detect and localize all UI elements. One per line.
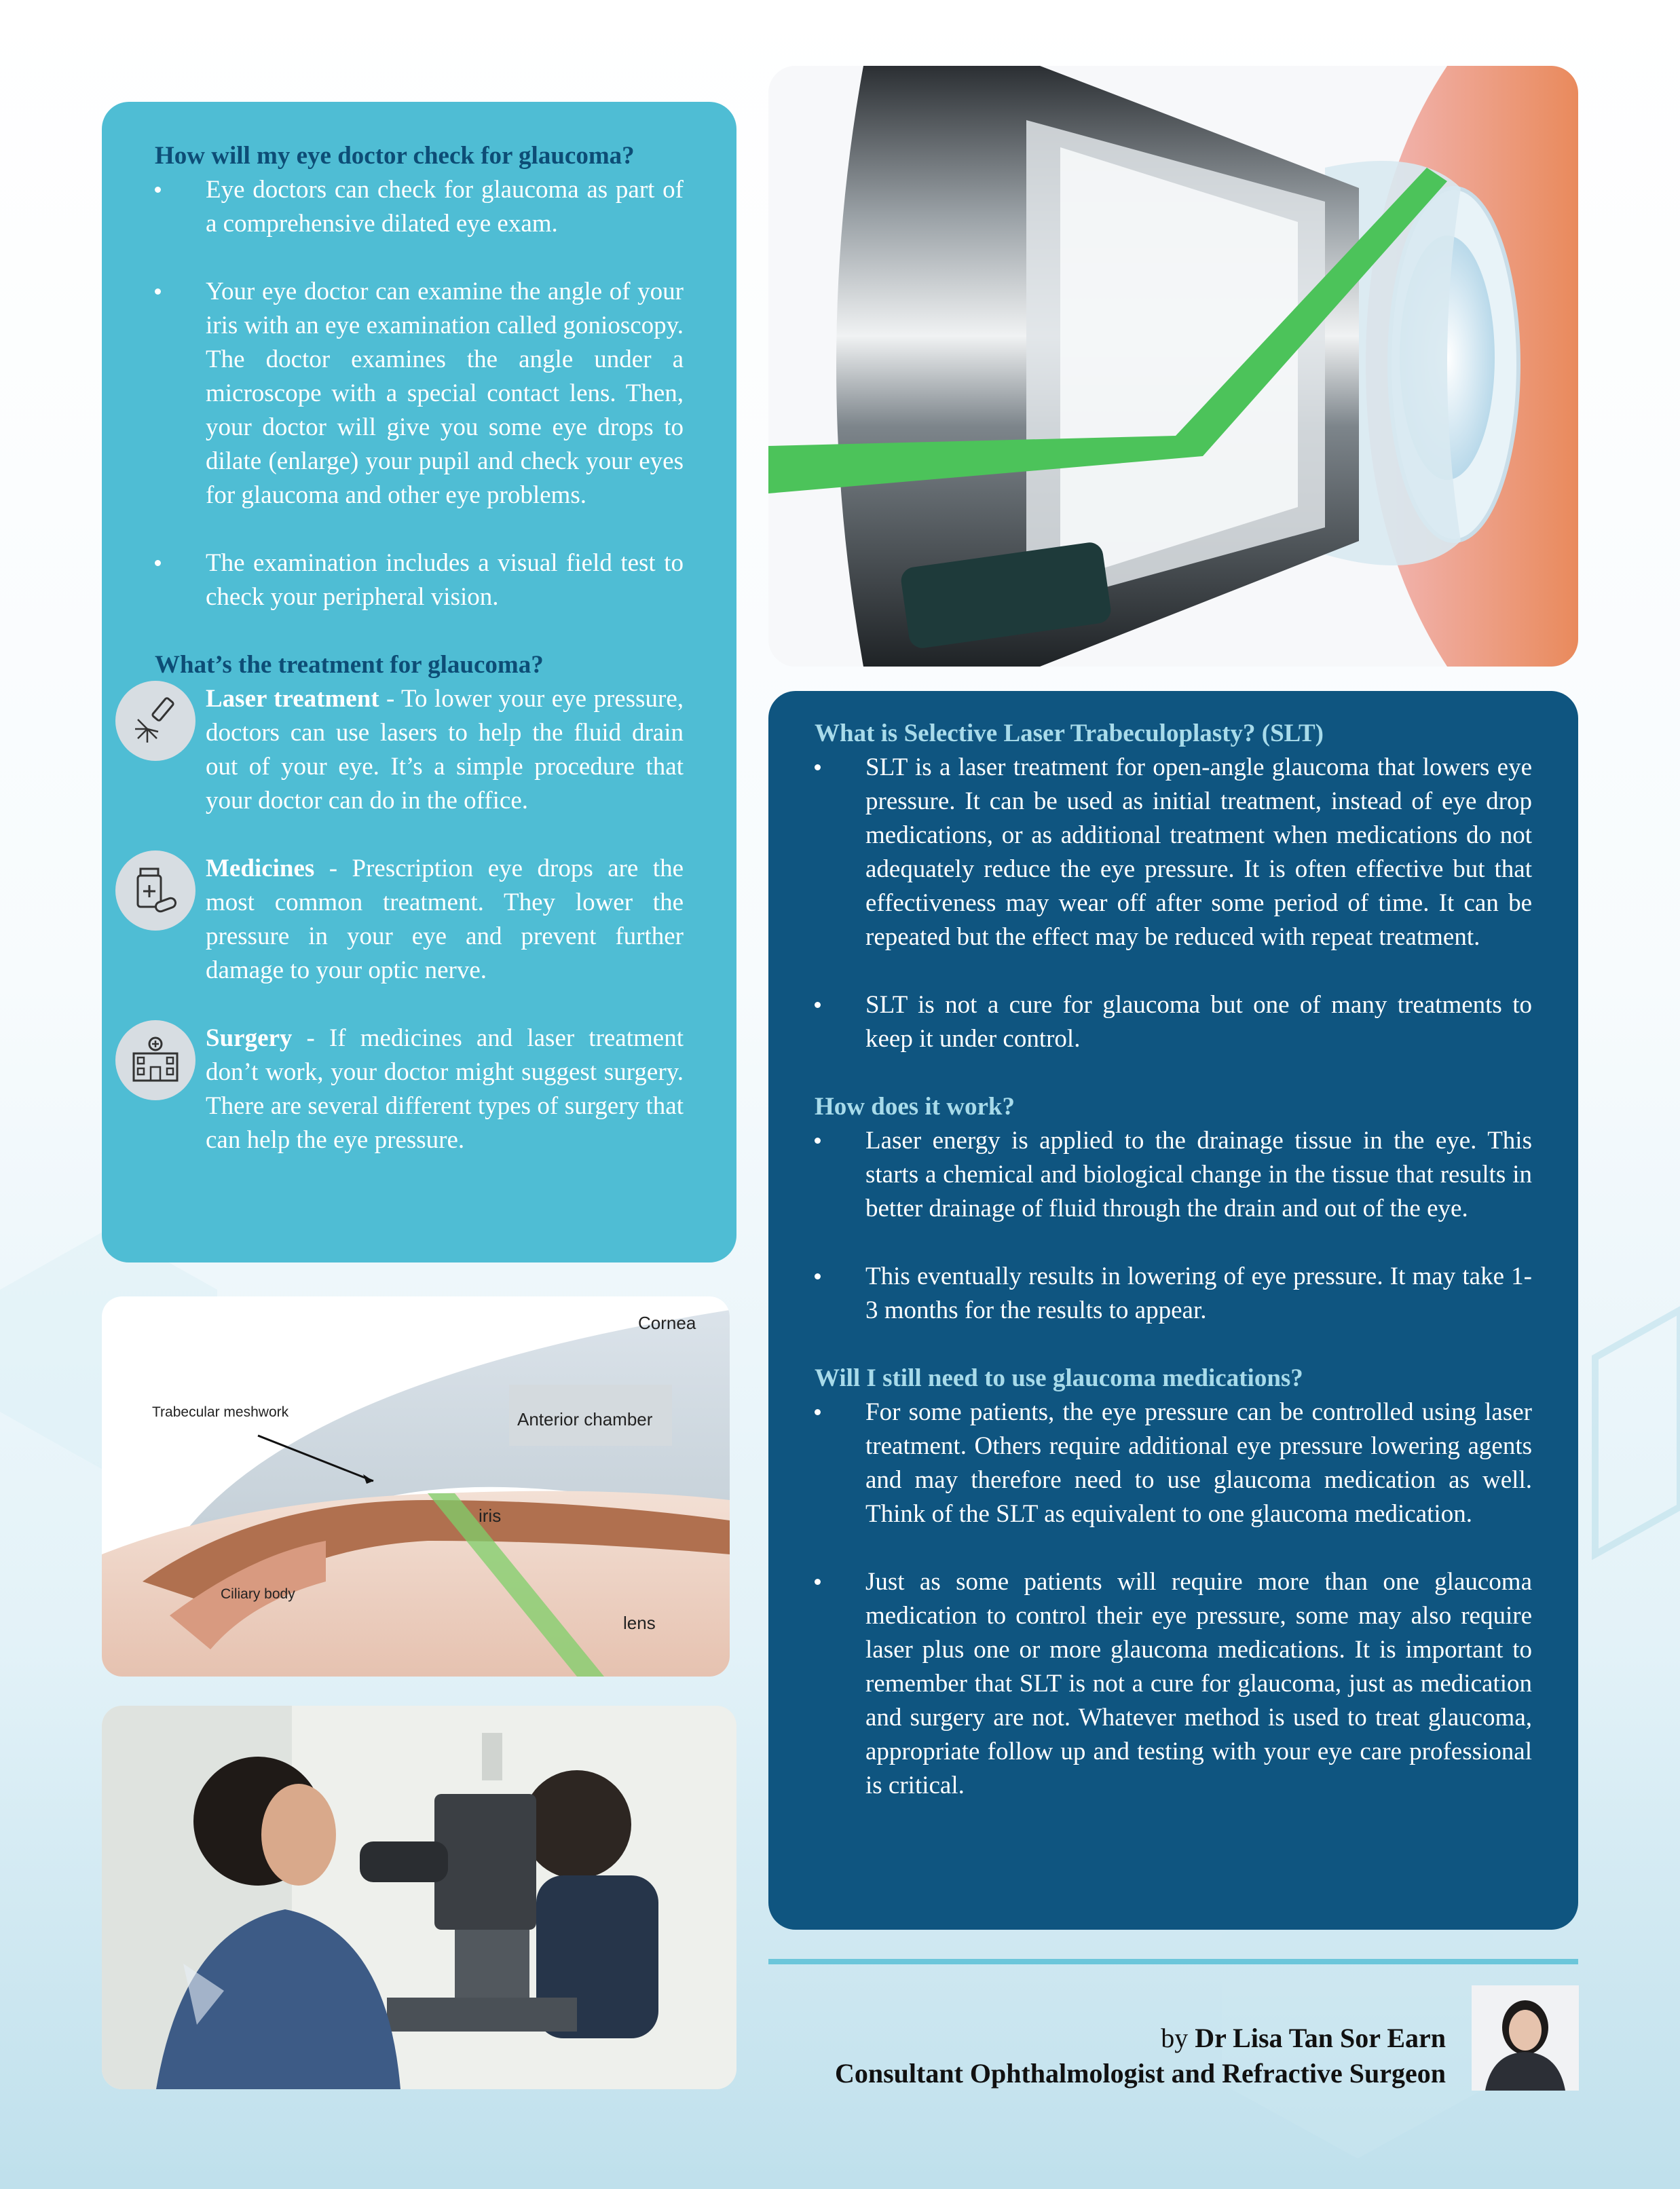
treatment-title: Laser treatment: [206, 685, 379, 713]
section-heading: What is Selective Laser Trabeculoplasty? (SLT): [815, 719, 1324, 747]
footer-divider: [768, 1959, 1578, 1964]
treatment-text: - Prescription eye drops are the most common treatment. They lower the pressure in your eye and prevent further damage to your optic nerve.: [206, 855, 684, 984]
list-item: [815, 1124, 1532, 1226]
medicine-bottle-icon: [115, 850, 195, 931]
bullet-text: SLT is a laser treatment for open-angle glaucoma that lowers eye pressure. It can be used as initial treatment, instead of eye drop medications, or as additional treatment when medications do not adequately reduce the eye pressure. It is often effective but that effectiveness may wear off after some period of time. It can be repeated but the effect may be reduced with repeat treatment.: [865, 753, 1532, 951]
diagram-label-ciliary-body: Ciliary body: [221, 1586, 295, 1602]
list-item: [815, 751, 1532, 954]
bullet-dot: [815, 1138, 821, 1144]
diagram-label-cornea: Cornea: [638, 1313, 696, 1333]
slt-info-panel: [768, 691, 1578, 1930]
bullet-text: Just as some patients will require more than one glaucoma medication to control their eye pressure, some may also require laser plus one or more glaucoma medications. It is important to remember that SLT is not a cure for glaucoma, just as medication and surgery are not. Whatever method is used to treat glaucoma, appropriate follow up and testing with your eye care professional is critical.: [865, 1568, 1532, 1799]
bullet-text: For some patients, the eye pressure can be controlled using laser treatment. Others require additional eye pressure lowering agents and may therefore need to use glaucoma medication as well. Think of the SLT as equivalent to one glaucoma medication.: [865, 1398, 1532, 1528]
list-item: [815, 1260, 1532, 1328]
bullet-dot: [815, 764, 821, 770]
bullet-dot: [815, 1002, 821, 1008]
bullet-dot: [815, 1409, 821, 1415]
list-item: [155, 546, 684, 614]
bullet-text: This eventually results in lowering of eye pressure. It may take 1-3 months for the results to appear.: [865, 1262, 1532, 1324]
author-portrait: [1472, 1985, 1579, 2091]
bullet-text: Laser energy is applied to the drainage tissue in the eye. This starts a chemical and biological change in the tissue that results in better drainage of fluid through the drain and out of the eye.: [865, 1127, 1532, 1222]
section-heading: Will I still need to use glaucoma medications?: [815, 1364, 1303, 1392]
section-medications: [815, 1362, 1532, 1803]
diagram-label-trabecular-meshwork: Trabecular meshwork: [152, 1404, 289, 1420]
section-how-does-it-work: [815, 1090, 1532, 1328]
bullet-text: Eye doctors can check for glaucoma as part of a comprehensive dilated eye exam.: [206, 176, 684, 238]
author-name: Dr Lisa Tan Sor Earn: [1195, 2023, 1446, 2053]
treatment-medicines: [155, 852, 684, 988]
eye-anatomy-diagram: [102, 1296, 730, 1677]
bullet-dot: [155, 187, 161, 193]
diagram-label-lens: lens: [623, 1613, 656, 1633]
list-item: [155, 275, 684, 512]
treatment-laser: [155, 682, 684, 818]
treatment-text: - To lower your eye pressure, doctors can use lasers to help the fluid drain out of your eye. It’s a simple procedure that your doctor can do in the office.: [206, 685, 684, 815]
bullet-text: SLT is not a cure for glaucoma but one of many treatments to keep it under control.: [865, 991, 1532, 1053]
glaucoma-check-panel: [102, 102, 736, 1262]
heading-eye-doctor-check: How will my eye doctor check for glaucoma?: [155, 142, 635, 170]
list-item: [815, 1396, 1532, 1531]
diagram-label-anterior-chamber: Anterior chamber: [517, 1409, 653, 1429]
treatment-surgery: [155, 1022, 684, 1157]
gonioscopy-lens-illustration: [768, 66, 1578, 667]
section-heading: How does it work?: [815, 1093, 1015, 1121]
byline-prefix: by: [1161, 2023, 1195, 2053]
bullet-text: Your eye doctor can examine the angle of your iris with an eye examination called gonioscopy. The doctor examines the angle under a microscope with a special contact lens. Then, your doctor will give you some eye drops to dilate (enlarge) your pupil and check your eyes for glaucoma and other eye problems.: [206, 278, 684, 509]
list-item: [815, 1565, 1532, 1803]
bullet-dot: [155, 560, 161, 566]
list-item: [155, 173, 684, 241]
diagram-label-iris: iris: [479, 1505, 502, 1526]
author-byline: [835, 2021, 1446, 2091]
author-title: Consultant Ophthalmologist and Refractive Surgeon: [834, 2058, 1446, 2089]
treatment-title: Surgery: [206, 1024, 293, 1052]
bullet-dot: [155, 288, 161, 295]
hospital-icon: [115, 1020, 195, 1100]
list-item: [815, 988, 1532, 1056]
bullet-text: The examination includes a visual field test to check your peripheral vision.: [206, 549, 684, 611]
heading-treatment: What’s the treatment for glaucoma?: [155, 651, 544, 679]
laser-icon: [115, 681, 195, 761]
treatment-text: - If medicines and laser treatment don’t work, your doctor might suggest surgery. There are several different types of surgery that can help the eye pressure.: [206, 1024, 684, 1154]
eye-exam-photo: [102, 1706, 736, 2089]
bullet-dot: [815, 1273, 821, 1279]
section-what-is-slt: [815, 717, 1532, 1056]
treatment-title: Medicines: [206, 855, 315, 882]
bullet-dot: [815, 1579, 821, 1585]
